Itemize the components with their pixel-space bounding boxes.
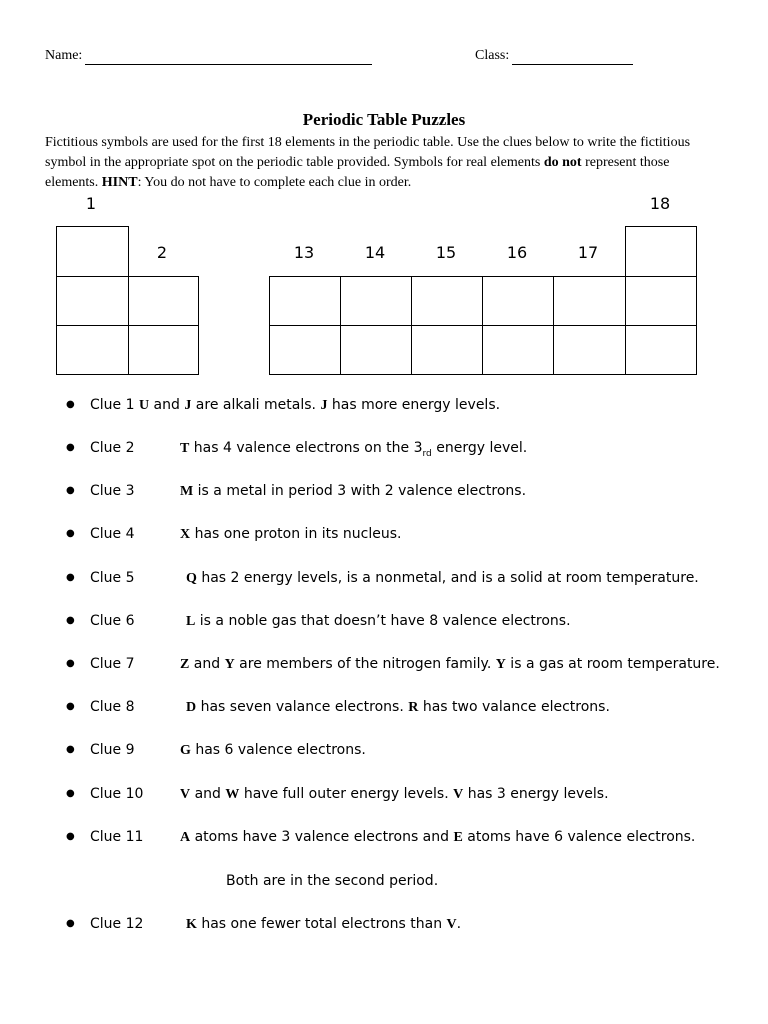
clue-text: has 6 valence electrons. <box>190 742 366 758</box>
clue-symbol: Z <box>180 657 190 672</box>
element-cell-p2-g17[interactable] <box>553 276 626 326</box>
clue-label: Clue 8 <box>90 699 135 715</box>
element-cell-p3-g14[interactable] <box>340 325 412 375</box>
clue-body <box>180 740 366 761</box>
group-number-18: 18 <box>649 194 671 213</box>
element-cell-p2-g13[interactable] <box>269 276 341 326</box>
clue-subscript: rd <box>422 448 432 459</box>
intro-text-1: Fictitious symbols are used for the first 18 elements in the periodic table. Use the clues below to write the fictitious symbol in the appropriate spot on the periodic table provided. Symbols for real elements <box>45 135 691 170</box>
clue-label: Clue 5 <box>90 570 135 586</box>
bullet-icon: ● <box>66 615 75 626</box>
clue-text: has one fewer total electrons than <box>196 916 447 932</box>
clue-body <box>186 914 461 935</box>
clue-text: has two valance electrons. <box>418 699 610 715</box>
element-cell-p2-g18[interactable] <box>625 276 697 326</box>
group-number-2: 2 <box>156 243 168 262</box>
clue-text: is a gas at room temperature. <box>505 656 720 672</box>
clue-symbol: G <box>180 743 191 758</box>
clue-symbol: Y <box>224 657 235 672</box>
clue-11-continuation: Both are in the second period. <box>226 873 439 889</box>
intro-text-2: represent those elements. <box>45 155 670 190</box>
clue-text: atoms have 3 valence electrons and <box>190 829 454 845</box>
clue-text: has 3 energy levels. <box>463 786 609 802</box>
clue-body <box>180 827 695 848</box>
element-cell-p2-g14[interactable] <box>340 276 412 326</box>
clue-body <box>186 697 610 718</box>
clue-symbol: V <box>453 787 464 802</box>
bullet-icon: ● <box>66 788 75 799</box>
group-number-13: 13 <box>293 243 315 262</box>
clue-text: has one proton in its nucleus. <box>190 526 402 542</box>
intro-paragraph <box>45 133 695 193</box>
element-cell-p1-g18[interactable] <box>625 226 697 277</box>
clue-symbol: R <box>408 700 419 715</box>
clue-text: has 4 valence electrons on the 3 <box>189 440 423 456</box>
element-cell-p2-g15[interactable] <box>411 276 483 326</box>
element-cell-p3-g2[interactable] <box>128 325 199 375</box>
group-number-14: 14 <box>364 243 386 262</box>
element-cell-p3-g18[interactable] <box>625 325 697 375</box>
bullet-icon: ● <box>66 658 75 669</box>
clue-text: and <box>190 786 226 802</box>
clue-label <box>90 395 500 416</box>
intro-bold-hint: HINT <box>101 175 138 190</box>
element-cell-p2-g1[interactable] <box>56 276 129 326</box>
clue-body <box>186 568 699 589</box>
clue-symbol: T <box>180 441 190 456</box>
clue-symbol: V <box>446 917 457 932</box>
bullet-icon: ● <box>66 918 75 929</box>
element-cell-p3-g13[interactable] <box>269 325 341 375</box>
clue-symbol: K <box>186 917 197 932</box>
bullet-icon: ● <box>66 572 75 583</box>
clue-label: Clue 3 <box>90 483 135 499</box>
clue-body <box>180 524 401 545</box>
clue-label: Clue 2 <box>90 440 135 456</box>
clue-text: atoms have 6 valence electrons. <box>462 829 696 845</box>
bullet-icon: ● <box>66 701 75 712</box>
bullet-icon: ● <box>66 399 75 410</box>
clue-symbol: J <box>320 398 328 413</box>
clue-label: Clue 9 <box>90 742 135 758</box>
group-number-15: 15 <box>435 243 457 262</box>
clue-text: has more energy levels. <box>327 397 501 413</box>
clue-text: and <box>189 656 225 672</box>
intro-text-3: : You do not have to complete each clue in order. <box>137 175 412 190</box>
clue-label: Clue 10 <box>90 786 144 802</box>
clue-symbol: V <box>180 787 191 802</box>
clue-body <box>180 784 609 805</box>
element-cell-p2-g16[interactable] <box>482 276 554 326</box>
bullet-icon: ● <box>66 442 75 453</box>
group-number-17: 17 <box>577 243 599 262</box>
clue-symbol: M <box>180 484 194 499</box>
intro-bold-do-not: do not <box>543 155 582 170</box>
group-number-1: 1 <box>85 194 97 213</box>
clue-label-text: Clue 1 <box>90 397 135 413</box>
clue-text: is a metal in period 3 with 2 valence electrons. <box>193 483 527 499</box>
clue-label: Clue 11 <box>90 829 144 845</box>
element-cell-p3-g17[interactable] <box>553 325 626 375</box>
clue-symbol: D <box>186 700 197 715</box>
clue-text: is a noble gas that doesn’t have 8 valence electrons. <box>195 613 571 629</box>
class-field[interactable] <box>512 64 633 65</box>
clue-text: . <box>456 916 462 932</box>
clue-symbol: L <box>186 614 196 629</box>
clue-symbol: U <box>138 398 150 413</box>
clue-symbol: Q <box>186 571 197 586</box>
clue-label: Clue 4 <box>90 526 135 542</box>
clue-symbol: A <box>180 830 191 845</box>
clue-symbol: Y <box>495 657 506 672</box>
clue-label: Clue 6 <box>90 613 135 629</box>
clue-body <box>180 438 527 464</box>
bullet-icon: ● <box>66 744 75 755</box>
element-cell-p3-g15[interactable] <box>411 325 483 375</box>
page-title: Periodic Table Puzzles <box>302 110 466 129</box>
clue-text: are alkali metals. <box>191 397 321 413</box>
clue-symbol: E <box>453 830 463 845</box>
bullet-icon: ● <box>66 831 75 842</box>
clue-text: have full outer energy levels. <box>239 786 454 802</box>
group-number-16: 16 <box>506 243 528 262</box>
clue-text: and <box>149 397 185 413</box>
clue-label: Clue 12 <box>90 916 144 932</box>
clue-label: Clue 7 <box>90 656 135 672</box>
element-cell-p3-g16[interactable] <box>482 325 554 375</box>
clue-symbol: J <box>184 398 192 413</box>
clue-body <box>180 654 720 675</box>
clue-symbol: X <box>180 527 191 542</box>
clue-body <box>186 611 571 632</box>
clue-text: has seven valance electrons. <box>196 699 409 715</box>
element-cell-p2-g2[interactable] <box>128 276 199 326</box>
clue-text: has 2 energy levels, is a nonmetal, and is a solid at room temperature. <box>196 570 699 586</box>
bullet-icon: ● <box>66 485 75 496</box>
element-cell-p1-g1[interactable] <box>56 226 129 277</box>
clue-text: are members of the nitrogen family. <box>234 656 496 672</box>
element-cell-p3-g1[interactable] <box>56 325 129 375</box>
clue-symbol: W <box>225 787 240 802</box>
name-field[interactable] <box>85 64 372 65</box>
name-label: Name: <box>45 48 83 63</box>
class-label: Class: <box>475 48 510 63</box>
clue-body <box>180 481 526 502</box>
clue-text: energy level. <box>431 440 528 456</box>
bullet-icon: ● <box>66 528 75 539</box>
